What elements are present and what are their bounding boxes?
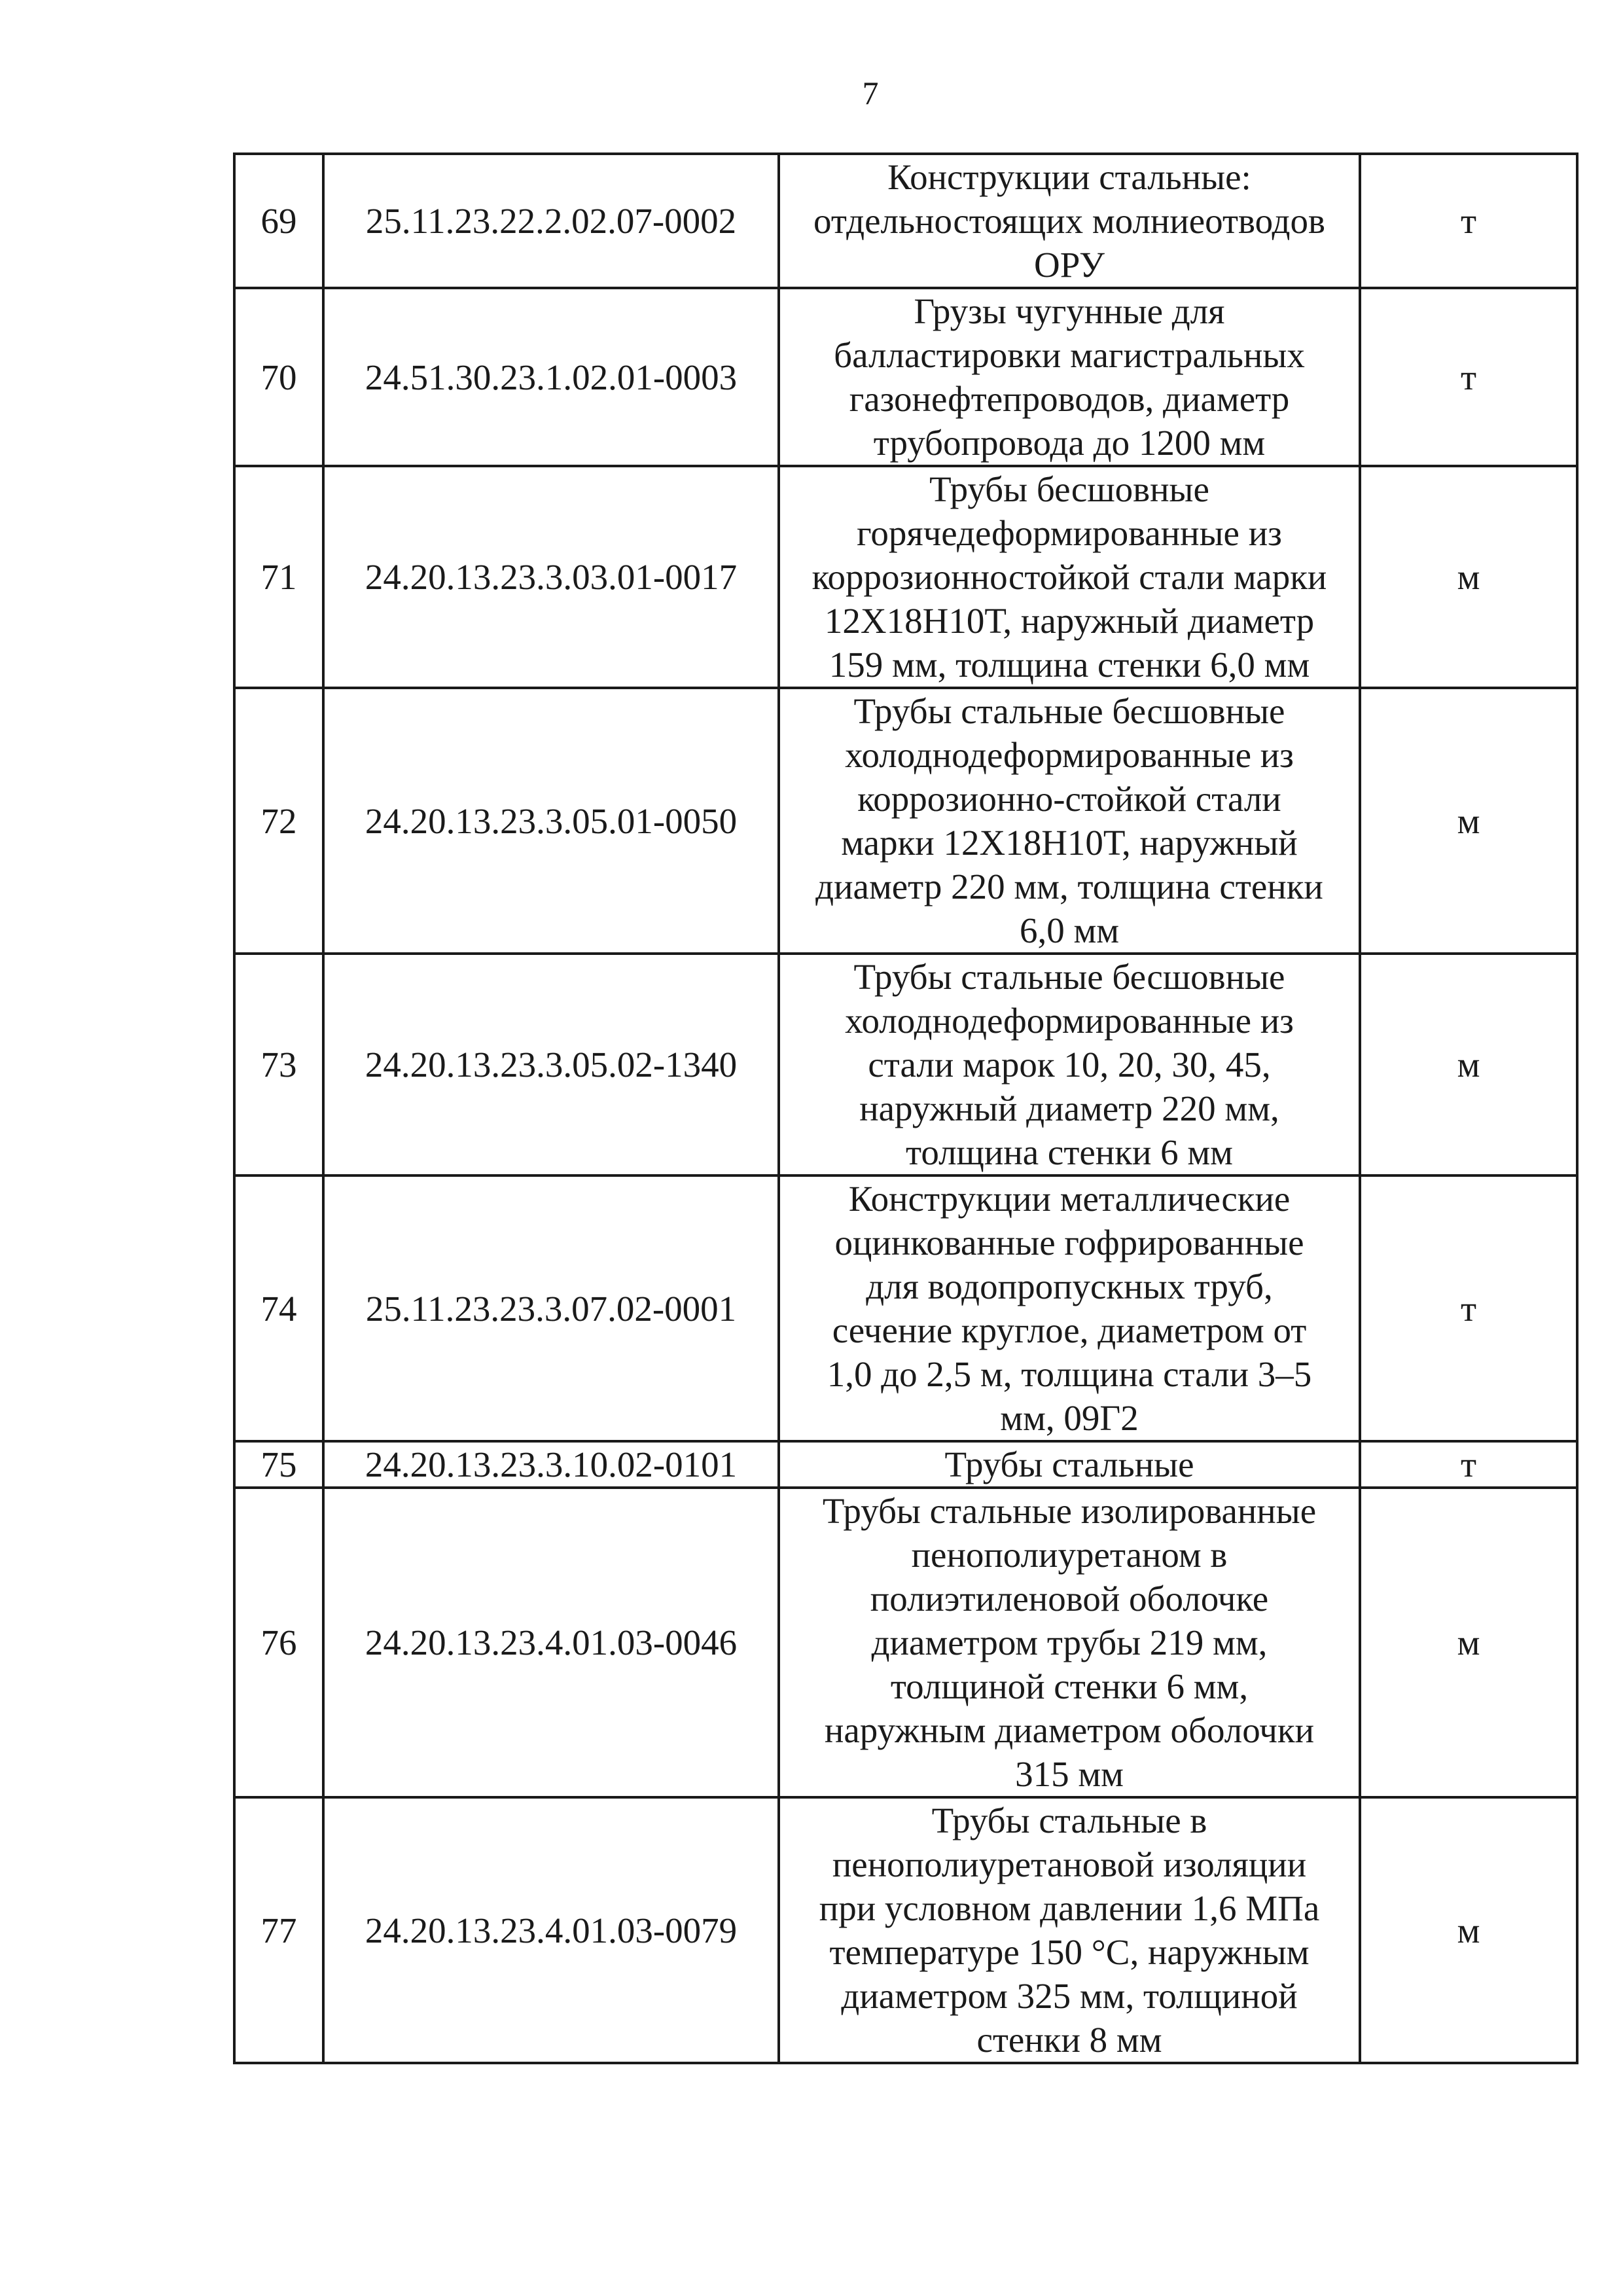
materials-table — [233, 152, 1578, 2064]
resource-name-line: диаметром трубы 219 мм, — [871, 1623, 1268, 1662]
row-number-cell: 70 — [234, 288, 323, 466]
table-row — [234, 154, 1577, 288]
unit-cell: т — [1360, 1175, 1577, 1441]
resource-name-line: полиэтиленовой оболочке — [870, 1579, 1269, 1619]
resource-name-cell — [779, 1175, 1360, 1441]
table-row — [234, 1488, 1577, 1797]
resource-name-line: Трубы стальные бесшовные — [853, 957, 1285, 997]
resource-code-cell: 25.11.23.23.3.07.02-0001 — [323, 1175, 779, 1441]
resource-code-cell: 24.51.30.23.1.02.01-0003 — [323, 288, 779, 466]
unit-cell: т — [1360, 154, 1577, 288]
unit-cell: м — [1360, 688, 1577, 954]
resource-name-line: Трубы стальные изолированные — [822, 1491, 1317, 1531]
row-number-cell: 75 — [234, 1441, 323, 1488]
resource-name-line: 1,0 до 2,5 м, толщина стали 3–5 — [827, 1354, 1312, 1394]
resource-name-line: толщина стенки 6 мм — [906, 1132, 1233, 1172]
resource-name-line: коррозионностойкой стали марки — [812, 557, 1327, 597]
resource-name-line: 159 мм, толщина стенки 6,0 мм — [829, 645, 1310, 685]
row-number-cell: 69 — [234, 154, 323, 288]
unit-cell: м — [1360, 1488, 1577, 1797]
resource-name-line: толщиной стенки 6 мм, — [890, 1666, 1249, 1706]
unit-cell: т — [1360, 1441, 1577, 1488]
resource-name-line: пенополиуретановой изоляции — [832, 1844, 1307, 1884]
table-row — [234, 466, 1577, 688]
resource-name-line: Трубы стальные — [944, 1444, 1194, 1484]
resource-code-cell: 24.20.13.23.3.05.02-1340 — [323, 954, 779, 1175]
row-number-cell: 73 — [234, 954, 323, 1175]
resource-name-line: стенки 8 мм — [976, 2020, 1162, 2060]
resource-name-line: пенополиуретаном в — [911, 1535, 1228, 1575]
resource-name-line: горячедеформированные из — [857, 513, 1282, 553]
resource-name-line: Трубы стальные в — [931, 1801, 1207, 1840]
table-row — [234, 688, 1577, 954]
unit-cell: м — [1360, 466, 1577, 688]
resource-name-cell — [779, 688, 1360, 954]
resource-code-cell: 24.20.13.23.3.03.01-0017 — [323, 466, 779, 688]
resource-name-line: Трубы бесшовные — [929, 469, 1209, 509]
resource-code-cell: 24.20.13.23.4.01.03-0046 — [323, 1488, 779, 1797]
resource-name-line: Конструкции стальные: — [887, 157, 1251, 197]
table-row — [234, 1441, 1577, 1488]
table-body — [234, 154, 1577, 2063]
row-number-cell: 77 — [234, 1797, 323, 2063]
resource-name-line: температуре 150 °С, наружным — [829, 1932, 1310, 1972]
resource-name-line: газонефтепроводов, диаметр — [849, 379, 1290, 419]
unit-cell: м — [1360, 954, 1577, 1175]
row-number-cell: 71 — [234, 466, 323, 688]
resource-name-cell — [779, 1441, 1360, 1488]
table-row — [234, 1175, 1577, 1441]
resource-name-line: трубопровода до 1200 мм — [873, 423, 1266, 463]
resource-name-line: 6,0 мм — [1019, 910, 1120, 950]
resource-name-line: при условном давлении 1,6 МПа — [819, 1888, 1320, 1928]
resource-name-line: 315 мм — [1015, 1754, 1124, 1794]
resource-code-cell: 24.20.13.23.3.10.02-0101 — [323, 1441, 779, 1488]
resource-name-line: коррозионно-стойкой стали — [857, 779, 1281, 819]
table-row — [234, 954, 1577, 1175]
table-row — [234, 288, 1577, 466]
resource-code-cell: 24.20.13.23.3.05.01-0050 — [323, 688, 779, 954]
resource-code-cell: 25.11.23.22.2.02.07-0002 — [323, 154, 779, 288]
resource-name-line: диаметром 325 мм, толщиной — [841, 1976, 1298, 2016]
resource-name-cell — [779, 154, 1360, 288]
page-number: 7 — [862, 75, 879, 111]
resource-name-line: ОРУ — [1034, 245, 1105, 285]
resource-name-cell — [779, 288, 1360, 466]
resource-name-cell — [779, 1797, 1360, 2063]
resource-name-line: 12Х18Н10Т, наружный диаметр — [824, 601, 1315, 641]
row-number-cell: 76 — [234, 1488, 323, 1797]
unit-cell: м — [1360, 1797, 1577, 2063]
resource-name-line: Конструкции металлические — [848, 1179, 1291, 1219]
resource-name-cell — [779, 1488, 1360, 1797]
resource-name-line: балластировки магистральных — [834, 335, 1305, 375]
resource-code-cell: 24.20.13.23.4.01.03-0079 — [323, 1797, 779, 2063]
unit-cell: т — [1360, 288, 1577, 466]
resource-name-line: холоднодеформированные из — [845, 735, 1294, 775]
resource-name-line: диаметр 220 мм, толщина стенки — [815, 867, 1323, 906]
resource-name-line: стали марок 10, 20, 30, 45, — [868, 1045, 1271, 1085]
table-row — [234, 1797, 1577, 2063]
resource-name-line: сечение круглое, диаметром от — [832, 1310, 1307, 1350]
row-number-cell: 72 — [234, 688, 323, 954]
resource-name-line: оцинкованные гофрированные — [834, 1223, 1304, 1263]
resource-name-cell — [779, 954, 1360, 1175]
resource-name-line: мм, 09Г2 — [1000, 1398, 1139, 1438]
resource-name-line: холоднодеформированные из — [845, 1001, 1294, 1041]
resource-name-cell — [779, 466, 1360, 688]
resource-name-line: Грузы чугунные для — [914, 291, 1225, 331]
resource-name-line: наружный диаметр 220 мм, — [859, 1088, 1279, 1128]
resource-name-line: для водопропускных труб, — [866, 1266, 1273, 1306]
resource-name-line: марки 12Х18Н10Т, наружный — [841, 823, 1298, 863]
row-number-cell: 74 — [234, 1175, 323, 1441]
resource-name-line: Трубы стальные бесшовные — [853, 691, 1285, 731]
resource-name-line: наружным диаметром оболочки — [824, 1710, 1315, 1750]
resource-name-line: отдельностоящих молниеотводов — [813, 201, 1325, 241]
